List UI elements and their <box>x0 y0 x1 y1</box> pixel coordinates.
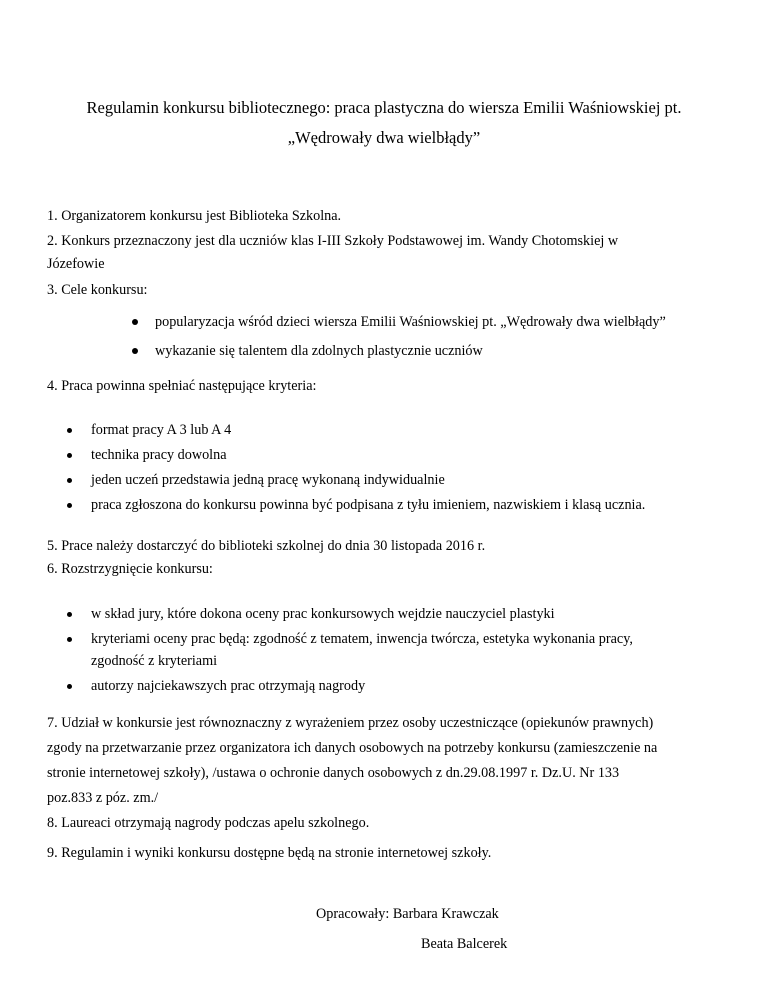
criteria-item-4: praca zgłoszona do konkursu powinna być podpisana z tyłu imieniem, nazwiskiem i klasą ucznia. <box>91 497 646 513</box>
resolution-item-2: kryteriami oceny prac będą: zgodność z tematem, inwencja twórcza, estetyka wykonania pracy, <box>91 631 633 647</box>
bullet-icon <box>67 478 72 483</box>
item-7-line-4: poz.833 z póz. zm./ <box>47 790 159 806</box>
signature-line-1: Opracowały: Barbara Krawczak <box>316 906 499 922</box>
criteria-item-1: format pracy A 3 lub A 4 <box>91 422 232 438</box>
item-5: 5. Prace należy dostarczyć do biblioteki szkolnej do dnia 30 listopada 2016 r. <box>47 538 486 554</box>
bullet-icon <box>67 612 72 617</box>
bullet-icon <box>67 503 72 508</box>
document-title-line-1: Regulamin konkursu bibliotecznego: praca plastyczna do wiersza Emilii Waśniowskiej pt. <box>86 98 682 117</box>
item-3: 3. Cele konkursu: <box>47 282 148 298</box>
item-6: 6. Rozstrzygnięcie konkursu: <box>47 561 213 577</box>
item-7-line-2: zgody na przetwarzanie przez organizatora ich danych osobowych na potrzeby konkursu (zamieszczenie na <box>47 740 658 756</box>
document-title-line-2: „Wędrowały dwa wielbłądy” <box>287 128 481 147</box>
signature-line-2: Beata Balcerek <box>421 936 508 952</box>
criteria-item-2: technika pracy dowolna <box>91 447 227 463</box>
bullet-icon <box>67 453 72 458</box>
criteria-item-3: jeden uczeń przedstawia jedną pracę wykonaną indywidualnie <box>91 472 445 488</box>
bullet-icon <box>67 637 72 642</box>
item-2-line-1: 2. Konkurs przeznaczony jest dla uczniów klas I-III Szkoły Podstawowej im. Wandy Chotomskiej w <box>47 233 619 249</box>
item-9: 9. Regulamin i wyniki konkursu dostępne będą na stronie internetowej szkoły. <box>47 845 492 861</box>
item-4: 4. Praca powinna spełniać następujące kryteria: <box>47 378 317 394</box>
bullet-icon <box>67 428 72 433</box>
goal-item-1: popularyzacja wśród dzieci wiersza Emilii Waśniowskiej pt. „Wędrowały dwa wielbłądy” <box>155 314 666 330</box>
resolution-item-1: w skład jury, które dokona oceny prac konkursowych wejdzie nauczyciel plastyki <box>91 606 555 622</box>
item-7-line-1: 7. Udział w konkursie jest równoznaczny z wyrażeniem przez osoby uczestniczące (opiekunów prawnych) <box>47 715 654 731</box>
bullet-icon <box>132 348 138 354</box>
item-7-line-3: stronie internetowej szkoły), /ustawa o ochronie danych osobowych z dn.29.08.1997 r. Dz.U. Nr 133 <box>47 765 620 781</box>
item-2-line-2: Józefowie <box>47 256 105 272</box>
bullet-icon <box>67 684 72 689</box>
item-1: 1. Organizatorem konkursu jest Biblioteka Szkolna. <box>47 208 342 224</box>
bullet-icon <box>132 319 138 325</box>
resolution-item-3: autorzy najciekawszych prac otrzymają nagrody <box>91 678 366 694</box>
resolution-item-2-continued: zgodność z kryteriami <box>91 653 218 669</box>
item-8: 8. Laureaci otrzymają nagrody podczas apelu szkolnego. <box>47 815 370 831</box>
goal-item-2: wykazanie się talentem dla zdolnych plastycznie uczniów <box>155 343 483 359</box>
